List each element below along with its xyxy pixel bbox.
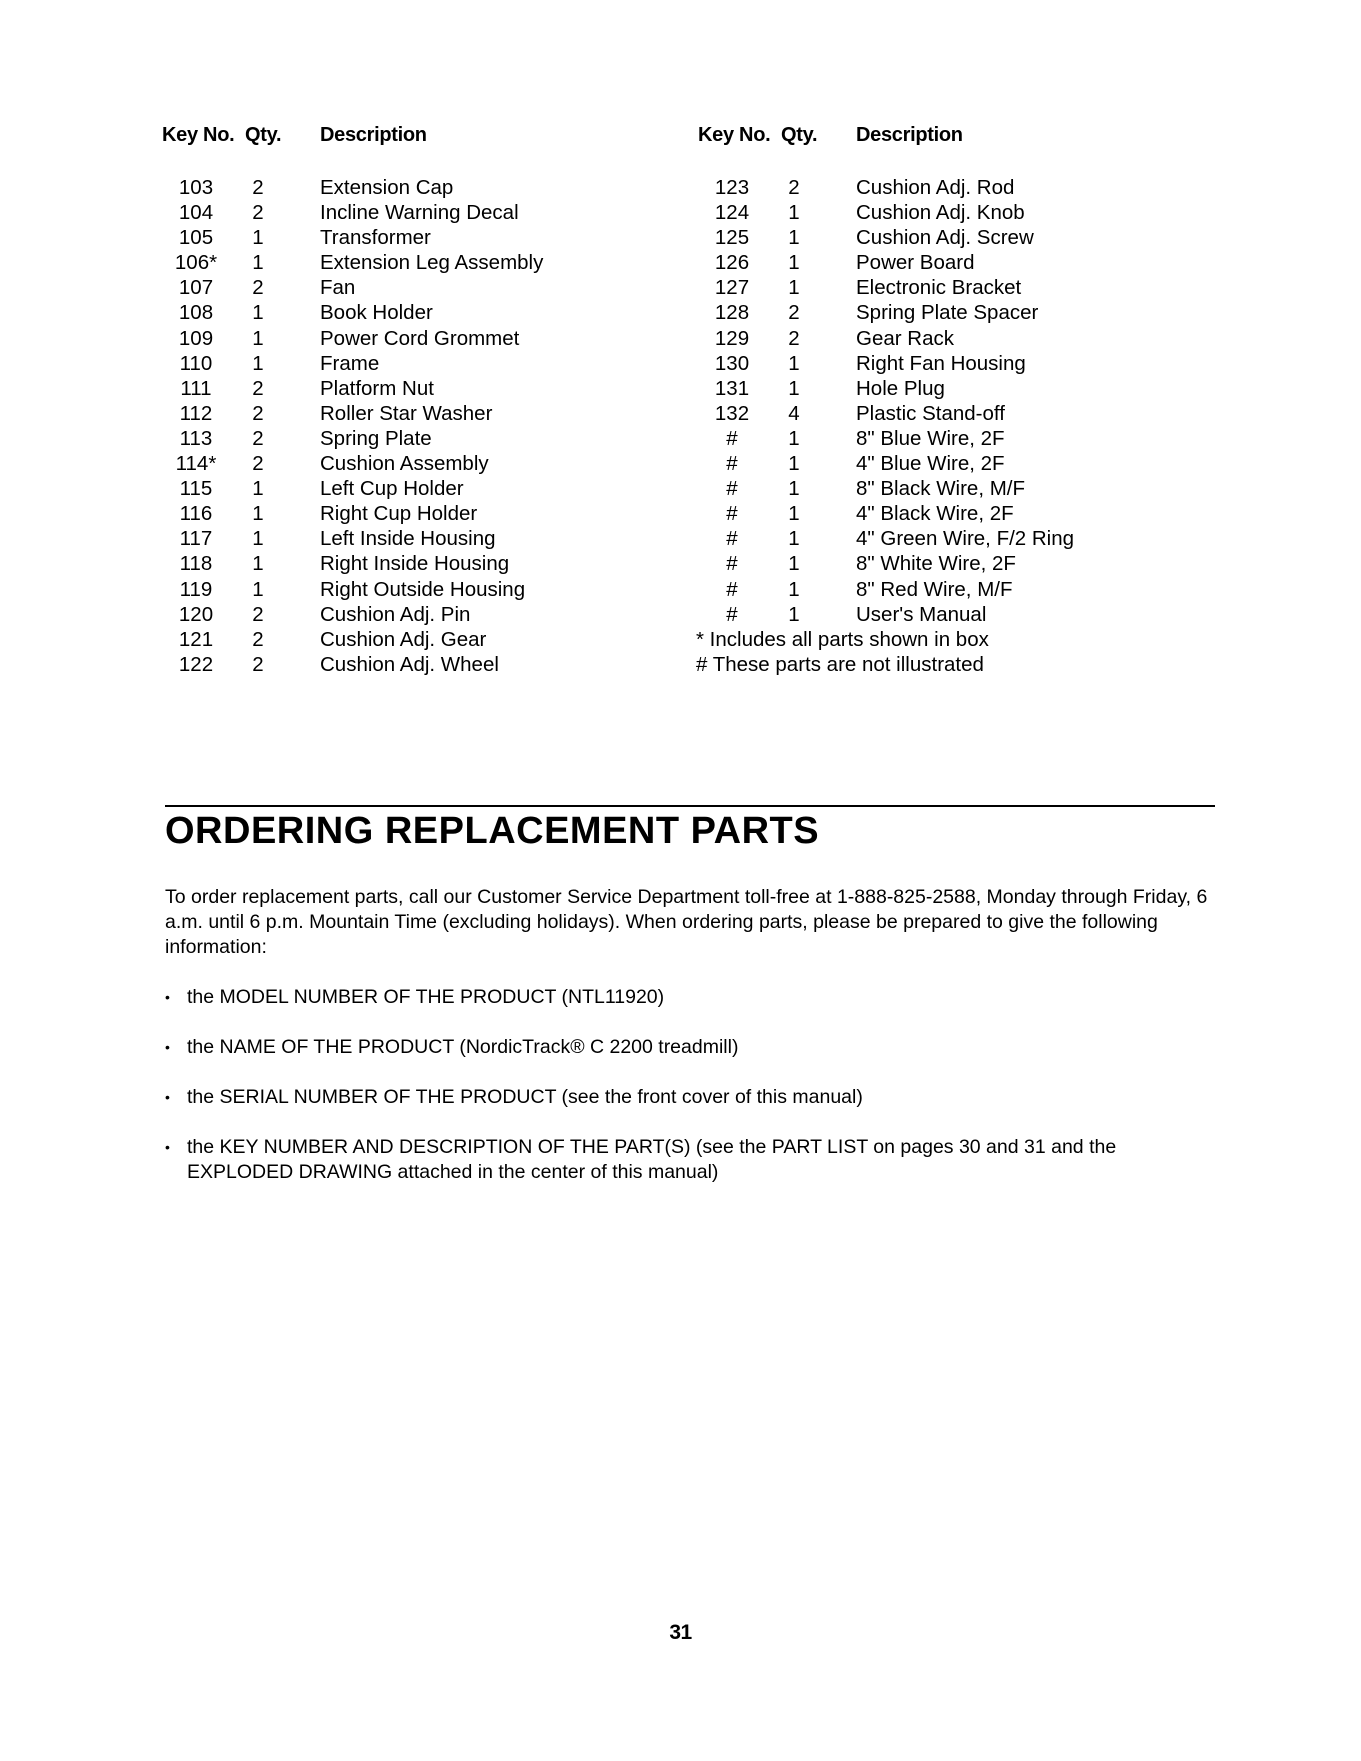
- bullet-model-number: [165, 985, 1215, 1010]
- key-number-cell: 111: [180, 376, 212, 400]
- qty-cell: 2: [252, 627, 264, 651]
- qty-cell: 1: [788, 426, 800, 450]
- section-title: ORDERING REPLACEMENT PARTS: [165, 810, 820, 852]
- table-row: [698, 377, 1128, 402]
- table-row: [698, 352, 1128, 377]
- parts-table-left: [162, 124, 592, 676]
- footnotes: [696, 628, 1196, 678]
- qty-cell: 1: [788, 577, 800, 601]
- key-number-cell: 123: [714, 176, 750, 199]
- description-cell: Right Cup Holder: [320, 502, 478, 526]
- key-number-cell: 103: [178, 176, 214, 199]
- bullet-text: the MODEL NUMBER OF THE PRODUCT (NTL11920): [187, 986, 665, 1008]
- table-row: [162, 628, 592, 653]
- table-row: [162, 276, 592, 301]
- qty-cell: 2: [252, 602, 264, 626]
- description-cell: Electronic Bracket: [856, 276, 1022, 300]
- qty-cell: 1: [788, 552, 800, 576]
- description-cell: Left Cup Holder: [320, 477, 464, 501]
- header-qty: Qty.: [245, 124, 282, 146]
- table-row: [698, 578, 1128, 603]
- qty-cell: 2: [252, 401, 264, 425]
- header-description: Description: [856, 124, 963, 146]
- description-cell: Incline Warning Decal: [320, 201, 519, 225]
- table-row: [698, 603, 1128, 628]
- key-number-cell: 119: [179, 577, 213, 601]
- key-number-cell: 106*: [174, 251, 218, 275]
- description-cell: Plastic Stand-off: [856, 401, 1005, 425]
- table-row: [698, 201, 1128, 226]
- table-row: [162, 327, 592, 352]
- table-row: [162, 226, 592, 251]
- table-row: [698, 327, 1128, 352]
- qty-cell: 1: [252, 527, 264, 551]
- qty-cell: 1: [788, 452, 800, 476]
- table-row: [162, 502, 592, 527]
- page-number: 31: [669, 1621, 692, 1644]
- qty-cell: 1: [788, 502, 800, 526]
- table-row: [162, 251, 592, 276]
- key-number-cell: 131: [714, 376, 750, 400]
- table-row: [162, 427, 592, 452]
- key-number-cell: 108: [178, 301, 214, 325]
- table-row: [162, 352, 592, 377]
- bullet-serial-number: [165, 1085, 1215, 1110]
- description-cell: Book Holder: [320, 301, 433, 325]
- bullet-text: the SERIAL NUMBER OF THE PRODUCT (see the front cover of this manual): [187, 1086, 863, 1108]
- description-cell: 8" Blue Wire, 2F: [856, 426, 1005, 450]
- qty-cell: 1: [788, 602, 800, 626]
- table-row: [698, 427, 1128, 452]
- key-number-cell: 124: [714, 201, 750, 225]
- qty-cell: 1: [788, 226, 800, 250]
- key-number-cell: 117: [179, 527, 213, 551]
- table-row: [162, 603, 592, 628]
- qty-cell: 1: [788, 376, 800, 400]
- description-cell: 8" Black Wire, M/F: [856, 477, 1026, 501]
- bullet-text: the KEY NUMBER AND DESCRIPTION OF THE PART(S) (see the PART LIST on pages 30 and 31 and the EXPLODED DRAWING attached in the center of this manual): [187, 1136, 1117, 1183]
- description-cell: Cushion Adj. Screw: [856, 226, 1034, 250]
- header-qty: Qty.: [781, 124, 818, 146]
- qty-cell: 1: [788, 276, 800, 300]
- qty-cell: 2: [252, 201, 264, 225]
- table-row: [162, 377, 592, 402]
- bullet-icon: •: [165, 1039, 170, 1055]
- info-bullet-list: [165, 985, 1215, 1210]
- bullet-icon: •: [165, 1139, 170, 1155]
- description-cell: Power Board: [856, 251, 975, 275]
- qty-cell: 1: [788, 477, 800, 501]
- table-rows: [698, 176, 1128, 628]
- qty-cell: 2: [788, 301, 800, 325]
- description-cell: Platform Nut: [320, 376, 434, 400]
- qty-cell: 1: [788, 201, 800, 225]
- table-row: [698, 552, 1128, 577]
- header-key-no: Key No.: [162, 124, 235, 146]
- table-header: [698, 124, 1128, 152]
- qty-cell: 1: [252, 351, 264, 375]
- qty-cell: 2: [252, 452, 264, 476]
- key-number-cell: 109: [178, 326, 214, 350]
- key-number-cell: 125: [714, 226, 750, 250]
- key-number-cell: #: [726, 552, 738, 576]
- description-cell: Hole Plug: [856, 376, 945, 400]
- table-row: [698, 226, 1128, 251]
- key-number-cell: #: [726, 452, 738, 476]
- description-cell: Right Outside Housing: [320, 577, 526, 601]
- qty-cell: 1: [788, 527, 800, 551]
- description-cell: Roller Star Washer: [320, 401, 493, 425]
- table-row: [162, 176, 592, 201]
- header-description: Description: [320, 124, 427, 146]
- bullet-icon: •: [165, 1089, 170, 1105]
- table-row: [698, 502, 1128, 527]
- key-number-cell: 114*: [175, 452, 217, 476]
- key-number-cell: 105: [178, 226, 214, 250]
- description-cell: 4" Green Wire, F/2 Ring: [856, 527, 1075, 551]
- table-row: [698, 251, 1128, 276]
- key-number-cell: 110: [179, 351, 213, 375]
- description-cell: 4" Black Wire, 2F: [856, 502, 1014, 526]
- key-number-cell: #: [726, 502, 738, 526]
- key-number-cell: #: [726, 527, 738, 551]
- description-cell: Cushion Adj. Pin: [320, 602, 471, 626]
- key-number-cell: #: [726, 577, 738, 601]
- table-row: [698, 276, 1128, 301]
- key-number-cell: 128: [714, 301, 750, 325]
- key-number-cell: 120: [178, 602, 214, 626]
- description-cell: Spring Plate: [320, 426, 432, 450]
- key-number-cell: 107: [178, 276, 214, 300]
- qty-cell: 1: [252, 577, 264, 601]
- table-row: [698, 452, 1128, 477]
- key-number-cell: 121: [178, 627, 214, 651]
- description-cell: Left Inside Housing: [320, 527, 496, 551]
- bullet-icon: •: [165, 989, 170, 1005]
- qty-cell: 1: [252, 226, 264, 250]
- section-divider: [165, 805, 1215, 807]
- intro-paragraph: To order replacement parts, call our Customer Service Department toll-free at 1-888-825-2588, Monday through Friday, 6 a.m. until 6 p.m. Mountain Time (excluding holidays). When ordering parts, please be prepared to give the following information:: [165, 886, 1208, 958]
- table-row: [162, 402, 592, 427]
- qty-cell: 2: [252, 652, 264, 676]
- key-number-cell: 118: [179, 552, 213, 576]
- qty-cell: 1: [252, 326, 264, 350]
- footnote-includes: * Includes all parts shown in box: [696, 627, 989, 651]
- table-row: [698, 527, 1128, 552]
- description-cell: Fan: [320, 276, 356, 300]
- table-header: [162, 124, 592, 152]
- table-row: [162, 552, 592, 577]
- description-cell: Right Inside Housing: [320, 552, 510, 576]
- description-cell: Extension Cap: [320, 176, 454, 199]
- table-row: [162, 301, 592, 326]
- key-number-cell: 126: [714, 251, 750, 275]
- key-number-cell: #: [726, 602, 738, 626]
- table-row: [162, 452, 592, 477]
- footnote-not-illustrated: # These parts are not illustrated: [696, 652, 984, 676]
- description-cell: Power Cord Grommet: [320, 326, 520, 350]
- description-cell: 8" Red Wire, M/F: [856, 577, 1013, 601]
- description-cell: Right Fan Housing: [856, 351, 1026, 375]
- key-number-cell: 122: [178, 652, 214, 676]
- key-number-cell: #: [726, 426, 738, 450]
- table-row: [162, 578, 592, 603]
- table-row: [698, 176, 1128, 201]
- qty-cell: 1: [788, 351, 800, 375]
- key-number-cell: 115: [179, 477, 213, 501]
- bullet-text: the NAME OF THE PRODUCT (NordicTrack® C 2200 treadmill): [187, 1036, 739, 1058]
- key-number-cell: 132: [714, 401, 750, 425]
- qty-cell: 4: [788, 401, 800, 425]
- parts-table-right: [696, 124, 1128, 676]
- table-row: [162, 201, 592, 226]
- key-number-cell: 104: [178, 201, 214, 225]
- qty-cell: 1: [252, 251, 264, 275]
- description-cell: Cushion Adj. Wheel: [320, 652, 499, 676]
- qty-cell: 2: [788, 326, 800, 350]
- bullet-product-name: [165, 1035, 1215, 1060]
- description-cell: Transformer: [320, 226, 431, 250]
- description-cell: Cushion Adj. Knob: [856, 201, 1025, 225]
- key-number-cell: 112: [179, 401, 213, 425]
- key-number-cell: 127: [714, 276, 750, 300]
- description-cell: 8" White Wire, 2F: [856, 552, 1016, 576]
- qty-cell: 2: [252, 176, 264, 199]
- bullet-key-number: [165, 1135, 1215, 1185]
- table-row: [698, 402, 1128, 427]
- qty-cell: 1: [252, 477, 264, 501]
- qty-cell: 2: [252, 426, 264, 450]
- qty-cell: 1: [788, 251, 800, 275]
- key-number-cell: 130: [714, 351, 750, 375]
- description-cell: Extension Leg Assembly: [320, 251, 544, 275]
- table-row: [698, 477, 1128, 502]
- table-row: [162, 527, 592, 552]
- key-number-cell: #: [726, 477, 738, 501]
- table-rows: [162, 176, 592, 678]
- qty-cell: 1: [252, 502, 264, 526]
- table-row: [162, 653, 592, 678]
- description-cell: Cushion Adj. Rod: [856, 176, 1015, 199]
- table-row: [698, 301, 1128, 326]
- qty-cell: 1: [252, 552, 264, 576]
- table-row: [162, 477, 592, 502]
- key-number-cell: 129: [714, 326, 750, 350]
- qty-cell: 2: [788, 176, 800, 199]
- description-cell: Cushion Assembly: [320, 452, 489, 476]
- qty-cell: 2: [252, 276, 264, 300]
- qty-cell: 2: [252, 376, 264, 400]
- qty-cell: 1: [252, 301, 264, 325]
- description-cell: 4" Blue Wire, 2F: [856, 452, 1005, 476]
- header-key-no: Key No.: [698, 124, 771, 146]
- description-cell: User's Manual: [856, 602, 987, 626]
- key-number-cell: 113: [179, 426, 213, 450]
- description-cell: Frame: [320, 351, 380, 375]
- description-cell: Cushion Adj. Gear: [320, 627, 487, 651]
- description-cell: Spring Plate Spacer: [856, 301, 1039, 325]
- description-cell: Gear Rack: [856, 326, 954, 350]
- key-number-cell: 116: [179, 502, 213, 526]
